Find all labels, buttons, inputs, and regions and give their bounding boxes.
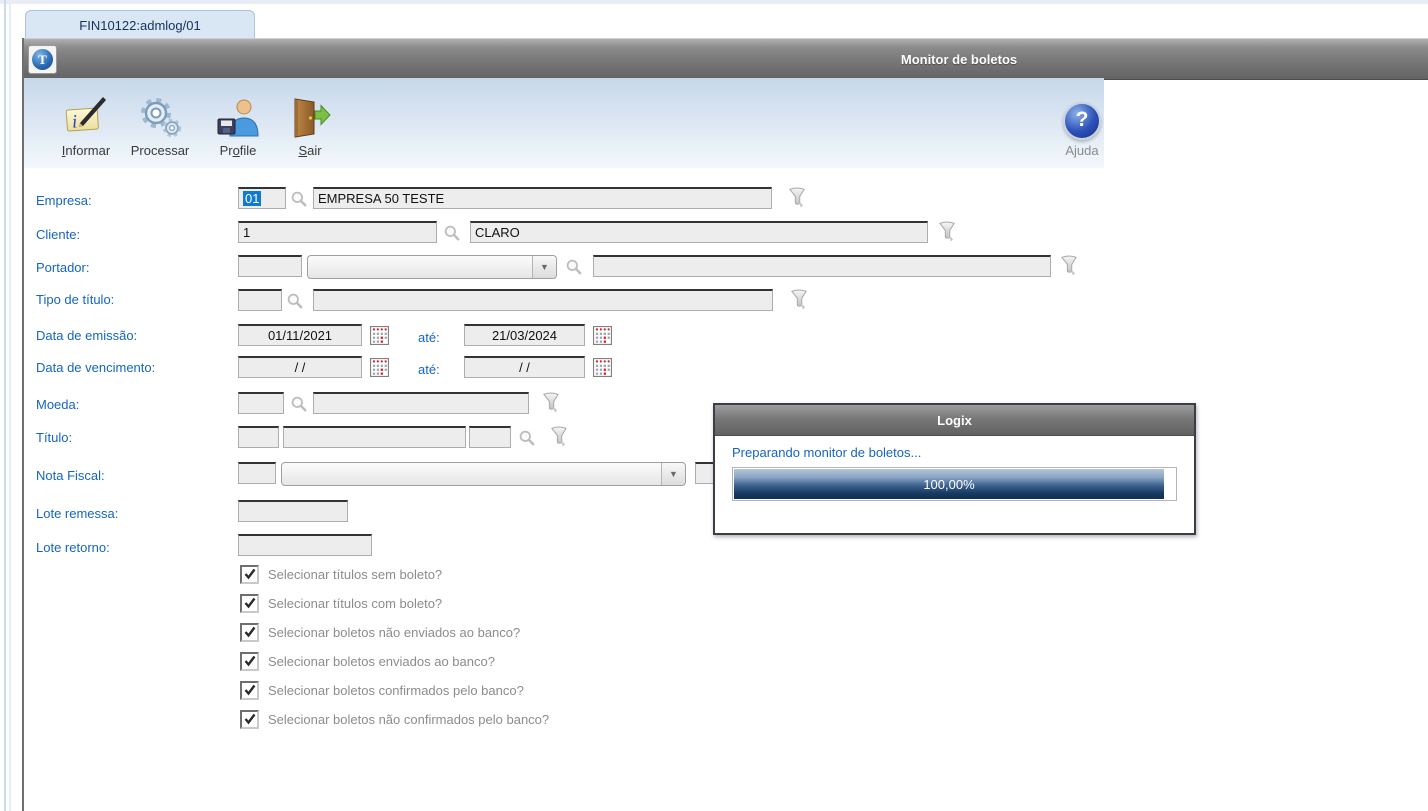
informar-button[interactable] (48, 81, 124, 165)
checkbox[interactable] (240, 623, 259, 642)
checkmark-icon (244, 626, 256, 638)
checkbox-row (240, 652, 495, 670)
lote-retorno-label: Lote retorno: (36, 540, 110, 555)
data-emissao-de-field[interactable]: 01/11/2021 (238, 324, 362, 346)
titulo-field-3[interactable] (469, 426, 511, 448)
checkbox[interactable] (240, 565, 259, 584)
data-emissao-ate-calendar-icon[interactable] (593, 326, 612, 348)
moeda-name-field[interactable] (313, 392, 529, 414)
checkbox-row (240, 710, 549, 728)
empresa-label: Empresa: (36, 193, 92, 208)
nota-fiscal-code-field[interactable] (238, 462, 276, 484)
tipo-titulo-label: Tipo de título: (36, 292, 115, 307)
empresa-code-field[interactable] (238, 187, 286, 209)
ate-vencimento-label: até: (418, 362, 440, 377)
profile-button[interactable] (200, 81, 276, 165)
empresa-filter-icon[interactable] (786, 186, 808, 208)
sair-button[interactable] (272, 81, 348, 165)
left-border-line-2 (9, 0, 11, 811)
dialog-titlebar[interactable] (715, 405, 1194, 436)
totvs-logo-icon: T (28, 45, 57, 74)
ajuda-button[interactable] (1044, 81, 1120, 165)
portador-code-field[interactable] (238, 255, 302, 277)
portador-combobox-value (308, 256, 532, 278)
checkmark-icon (244, 568, 256, 580)
moeda-code-field[interactable] (238, 392, 284, 414)
lote-retorno-field[interactable] (238, 534, 372, 556)
portador-combobox[interactable] (307, 255, 557, 279)
data-emissao-de-calendar-icon[interactable] (370, 326, 389, 348)
sair-label: Sair (298, 143, 322, 158)
data-emissao-label: Data de emissão: (36, 328, 138, 343)
titulo-field-1[interactable] (238, 426, 279, 448)
checkbox-row (240, 594, 442, 612)
cliente-code-field[interactable]: 1 (238, 221, 437, 243)
cliente-name-field[interactable]: CLARO (470, 221, 928, 243)
cliente-filter-icon[interactable] (936, 220, 958, 242)
titulo-label: Título: (36, 430, 73, 445)
cliente-label: Cliente: (36, 227, 81, 242)
portador-label: Portador: (36, 260, 90, 275)
checkbox-row (240, 565, 442, 583)
lote-remessa-field[interactable] (238, 500, 348, 522)
checkbox[interactable] (240, 652, 259, 671)
checkbox-label: Selecionar boletos não confirmados pelo banco? (268, 711, 550, 727)
checkmark-icon (244, 684, 256, 696)
checkbox-row (240, 681, 524, 699)
empresa-name-field[interactable]: EMPRESA 50 TESTE (313, 187, 772, 209)
nota-fiscal-combobox-value (282, 463, 661, 485)
checkbox-label: Selecionar títulos com boleto? (268, 595, 443, 611)
titulo-field-2[interactable] (283, 426, 466, 448)
data-emissao-ate-field[interactable]: 21/03/2024 (464, 324, 585, 346)
tipo-titulo-code-field[interactable] (238, 289, 282, 311)
checkbox-label: Selecionar boletos confirmados pelo banco? (268, 682, 524, 698)
checkbox-label: Selecionar boletos enviados ao banco? (268, 653, 495, 669)
dialog-title: Logix (937, 412, 972, 428)
checkbox[interactable] (240, 710, 259, 729)
tipo-titulo-name-field[interactable] (313, 289, 773, 311)
ajuda-help-icon: ? (1063, 96, 1101, 140)
dialog-message: Preparando monitor de boletos... (732, 445, 922, 460)
left-border-line (4, 0, 6, 811)
checkbox-row (240, 623, 520, 641)
checkmark-icon (244, 713, 256, 725)
checkbox-label: Selecionar títulos sem boleto? (268, 566, 443, 582)
processar-button[interactable] (122, 81, 198, 165)
program-tab-label: FIN10122:admlog/01 (79, 17, 201, 33)
data-vencimento-label: Data de vencimento: (36, 360, 156, 375)
moeda-filter-icon[interactable] (540, 391, 562, 413)
cliente-search-icon[interactable] (443, 224, 461, 242)
processar-gears-icon (137, 96, 183, 140)
window-titlebar (24, 38, 1428, 80)
svg-text:i: i (71, 111, 78, 133)
informar-notepad-pen-icon (63, 96, 109, 140)
data-vencimento-ate-calendar-icon[interactable] (593, 358, 612, 380)
nota-fiscal-combobox-arrow-icon[interactable]: ▼ (661, 463, 685, 485)
ajuda-label: Ajuda (1065, 143, 1099, 158)
moeda-search-icon[interactable] (290, 395, 308, 413)
titulo-filter-icon[interactable] (548, 425, 570, 447)
toolbar (24, 78, 1104, 168)
ate-emissao-label: até: (418, 330, 440, 345)
logix-progress-dialog (713, 403, 1196, 535)
portador-name-field[interactable] (593, 255, 1051, 277)
nota-fiscal-combobox[interactable] (281, 462, 686, 486)
checkmark-icon (244, 597, 256, 609)
checkbox[interactable] (240, 594, 259, 613)
moeda-label: Moeda: (36, 397, 80, 412)
progress-percent-label: 100,00% (923, 476, 975, 492)
empresa-search-icon[interactable] (290, 190, 308, 208)
lote-remessa-label: Lote remessa: (36, 506, 119, 521)
portador-combobox-arrow-icon[interactable]: ▼ (532, 256, 556, 278)
window-title: Monitor de boletos (900, 51, 1018, 67)
progress-bar (732, 467, 1177, 501)
titulo-search-icon[interactable] (518, 429, 536, 447)
portador-search-icon[interactable] (565, 258, 583, 276)
checkbox-label: Selecionar boletos não enviados ao banco? (268, 624, 521, 640)
checkbox[interactable] (240, 681, 259, 700)
sair-exit-door-icon (288, 96, 332, 140)
nota-fiscal-label: Nota Fiscal: (36, 468, 105, 483)
tipo-titulo-search-icon[interactable] (286, 292, 304, 310)
checkmark-icon (244, 655, 256, 667)
program-tab[interactable] (25, 10, 255, 39)
top-strip (0, 0, 1428, 4)
informar-label: Informar (61, 143, 111, 158)
tipo-titulo-filter-icon[interactable] (788, 288, 810, 310)
profile-person-disk-icon (217, 96, 259, 140)
progress-bar-fill (734, 469, 1164, 499)
empresa-code-value: 01 (245, 191, 260, 206)
portador-filter-icon[interactable] (1058, 254, 1080, 276)
processar-label: Processar (130, 143, 190, 158)
profile-label: Profile (219, 143, 257, 158)
data-vencimento-de-field[interactable]: / / (238, 356, 362, 378)
data-vencimento-de-calendar-icon[interactable] (370, 358, 389, 380)
data-vencimento-ate-field[interactable]: / / (464, 356, 585, 378)
